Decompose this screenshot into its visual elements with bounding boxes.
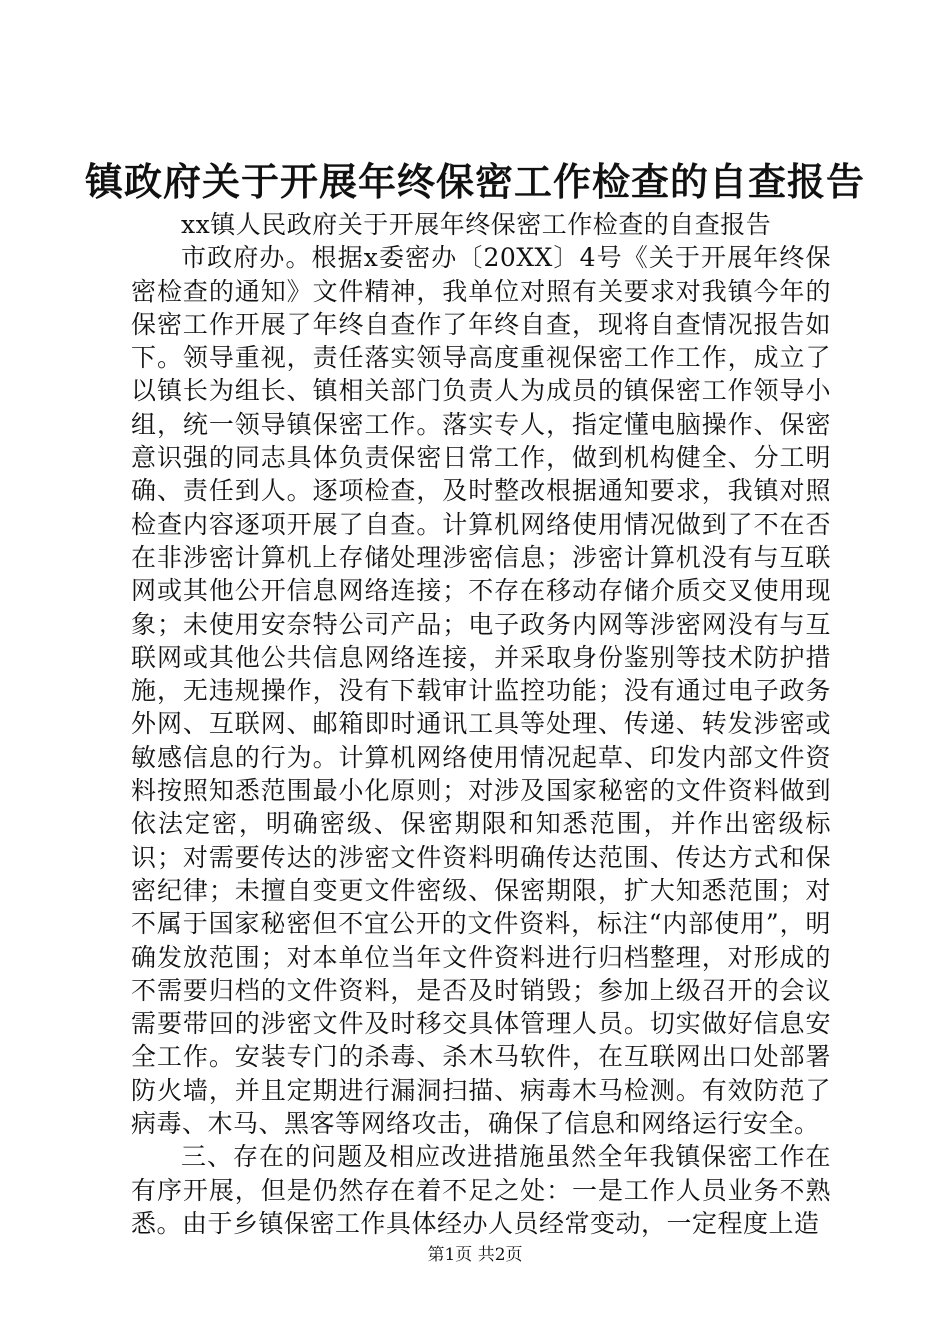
main-paragraph: 市政府办。根据x委密办〔20XX〕4号《关于开展年终保密检查的通知》文件精神，我单位对照有关要求对我镇今年的保密工作开展了年终自查作了年终自查，现将自查情况报告如下。领导重视，责任落实领导高度重视保密工作工作，成立了以镇长为组长、镇相关部门负责人为成员的镇保密工作领导小组，统一领导镇保密工作。落实专人，指定懂电脑操作、保密意识强的同志具体负责保密日常工作，做到机构健全、分工明确、责任到人。逐项检查，及时整改根据通知要求，我镇对照检查内容逐项开展了自查。计算机网络使用情况做到了不在否在非涉密计算机上存储处理涉密信息；涉密计算机没有与互联网或其他公开信息网络连接；不存在移动存储介质交叉使用现象；未使用安奈特公司产品；电子政务内网等涉密网没有与互联网或其他公共信息网络连接，并采取身份鉴别等技术防护措施，无违规操作，没有下载审计监控功能；没有通过电子政务外网、互联网、邮箱即时通讯工具等处理、传递、转发涉密或敏感信息的行为。计算机网络使用情况起草、印发内部文件资料按照知悉范围最小化原则；对涉及国家秘密的文件资料做到依法定密，明确密级、保密期限和知悉范围，并作出密级标识；对需要传达的涉密文件资料明确传达范围、传达方式和保密纪律；未擅自变更文件密级、保密期限，扩大知悉范围；对不属于国家秘密但不宜公开的文件资料，标注“内部使用”，明确发放范围；对本单位当年文件资料进行归档整理，对形成的不需要归档的文件资料，是否及时销毁；参加上级召开的会议需要带回的涉密文件及时移交具体管理人员。切实做好信息安全工作。安装专门的杀毒、杀木马软件，在互联网出口处部署防火墙，并且定期进行漏洞扫描、病毒木马检测。有效防范了病毒、木马、黑客等网络攻击，确保了信息和网络运行安全。: [131, 243, 831, 1139]
section-three-paragraph: 三、存在的问题及相应改进措施虽然全年我镇保密工作在有序开展，但是仍然存在着不足之处：一是工作人员业务不熟悉。由于乡镇保密工作具体经办人员经常变动，一定程度上造: [131, 1142, 831, 1238]
document-body: [131, 208, 831, 1240]
document-title: 镇政府关于开展年终保密工作检查的自查报告: [84, 159, 865, 204]
page-number-footer: 第1页 共2页: [427, 1245, 523, 1265]
subtitle-paragraph: xx镇人民政府关于开展年终保密工作检查的自查报告: [181, 210, 772, 239]
